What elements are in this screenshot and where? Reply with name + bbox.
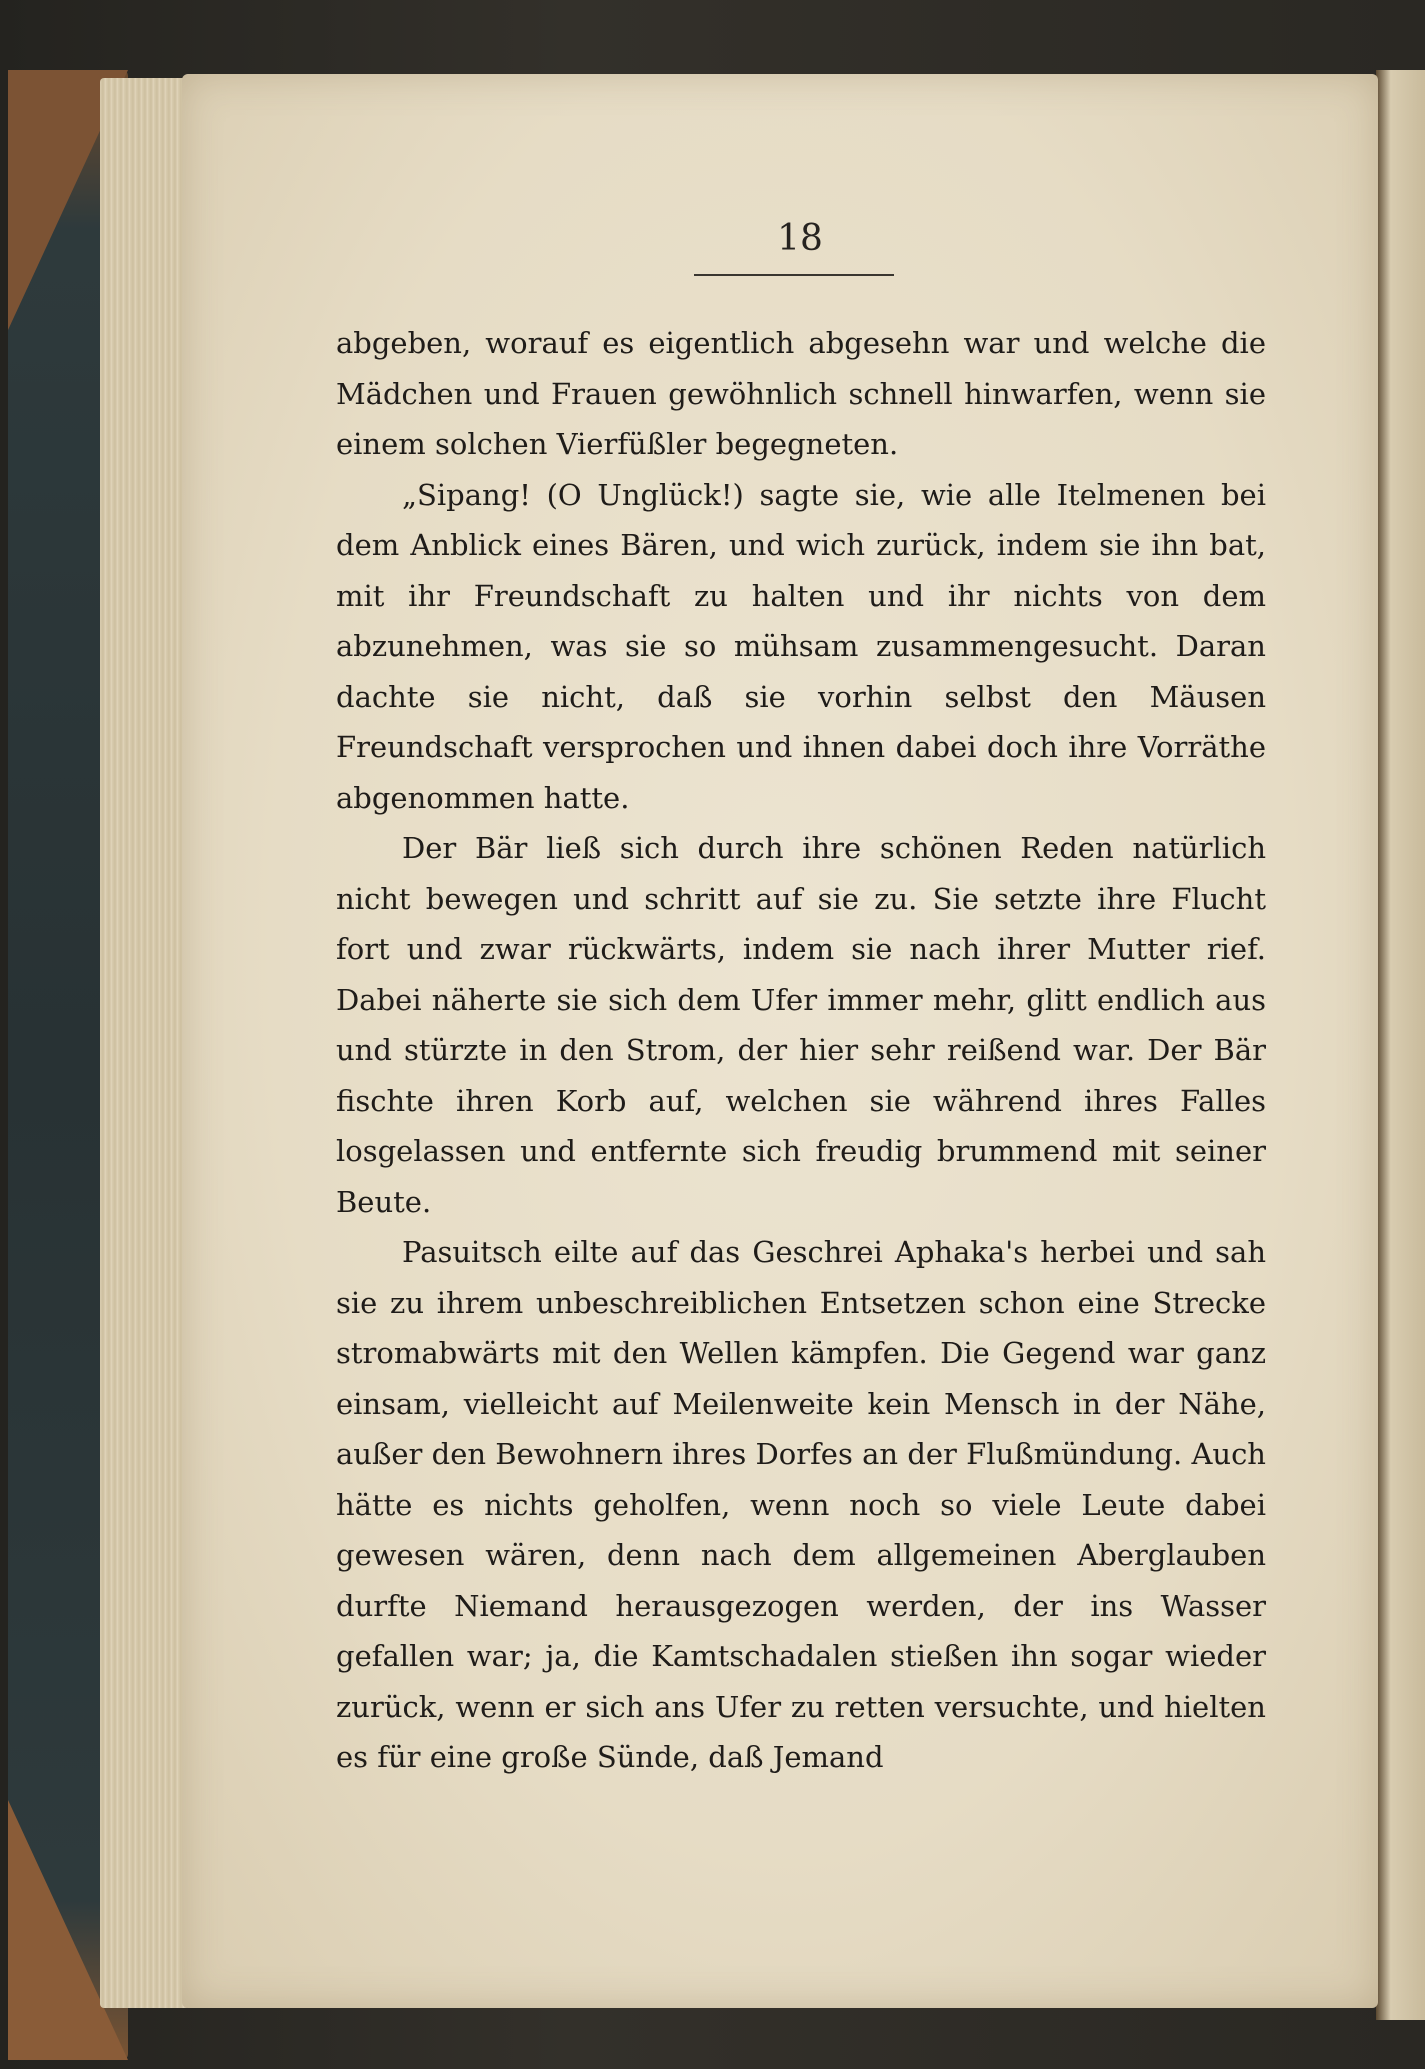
paragraph: abgeben, worauf es eigentlich abgesehn war und welche die Mädchen und Frauen gewöhnlich schnell hinwarfen, wenn sie einem solchen Vierfüßler begegneten. <box>336 326 1266 461</box>
paragraph: Pasuitsch eilte auf das Geschrei Aphaka's herbei und sah sie zu ihrem unbeschreiblichen Entsetzen schon eine Strecke stromabwärts mit den Wellen kämpfen. Die Gegend war ganz einsam, vielleicht auf Meilenweite kein Mensch in der Nähe, außer den Bewohnern ihres Dorfes an der Flußmündung. Auch hätte es nichts geholfen, wenn noch so viele Leute dabei gewesen wären, denn nach dem allgemeinen Aberglauben durfte Niemand herausgezogen werden, der ins Wasser gefallen war; ja, die Kamtschadalen stießen ihn sogar wieder zurück, wenn er sich ans Ufer zu retten versuchte, und hielten es für eine große Sünde, daß Jemand <box>336 1235 1266 1774</box>
paragraph: Der Bär ließ sich durch ihre schönen Reden natürlich nicht bewegen und schritt auf sie zu. Sie setzte ihre Flucht fort und zwar rückwärts, indem sie nach ihrer Mutter rief. Dabei näherte sie sich dem Ufer immer mehr, glitt endlich aus und stürzte in den Strom, der hier sehr reißend war. Der Bär fischte ihren Korb auf, welchen sie während ihres Falles losgelassen und entfernte sich freudig brummend mit seiner Beute. <box>336 831 1266 1219</box>
paragraph: „Sipang! (O Unglück!) sagte sie, wie alle Itelmenen bei dem Anblick eines Bären, und wich zurück, indem sie ihn bat, mit ihr Freundschaft zu halten und ihr nichts von dem abzunehmen, was sie so mühsam zusammengesucht. Daran dachte sie nicht, daß sie vorhin selbst den Mäusen Freundschaft versprochen und ihnen dabei doch ihre Vorräthe abgenommen hatte. <box>336 477 1266 815</box>
page-edges <box>100 78 190 2008</box>
body-text <box>336 318 1266 1783</box>
header-rule <box>694 274 894 276</box>
facing-page-edge <box>1376 70 1425 2020</box>
page-number: 18 <box>777 218 823 259</box>
